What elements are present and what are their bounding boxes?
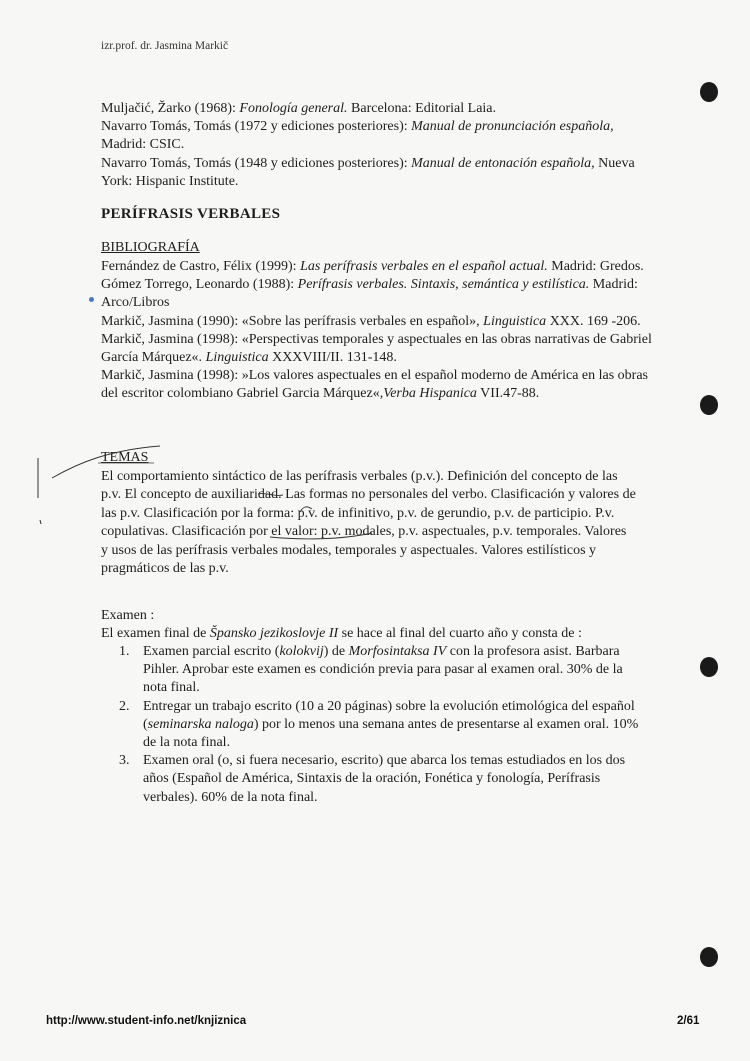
page-header: izr.prof. dr. Jasmina Markič	[101, 40, 229, 52]
reference-entry: Navarro Tomás, Tomás (1972 y ediciones posteriores): Manual de pronunciación española, Madrid: CSIC.	[101, 119, 614, 153]
temas-paragraph: El comportamiento sintáctico de las perífrasis verbales (p.v.). Definición del concepto de las p.v. El concepto de auxiliaridad. Las formas no personales del verbo. Clasificación y valores de las p.v. Clasificación por la forma: p.v. de infinitivo, p.v. de gerundio, p.v. de participio. P.v. copulativas. Clasificación por el valor: p.v. modales, p.v. aspectuales, p.v. temporales. Valores y usos de las perífrasis verbales modales, temporales y aspectuales. Valores estilísticos y pragmáticos de las p.v.	[101, 469, 636, 577]
reference-entry: Navarro Tomás, Tomás (1948 y ediciones posteriores): Manual de entonación española, Nueva York: Hispanic Institute.	[101, 155, 635, 189]
list-item: 3. Examen oral (o, si fuera necesario, escrito) que abarca los temas estudiados en los dos años (Español de América, Sintaxis de la oración, Fonética y fonología, Perífrasis verbales). 60% de la nota final.	[119, 753, 626, 805]
bibliography-entry: Markič, Jasmina (1998): «Perspectivas temporales y aspectuales en las obras narrativas de Gabriel García Márquez«. Linguistica XXXVIII/II. 131-148.	[101, 331, 652, 366]
page-number: 2/61	[677, 1015, 700, 1027]
exam-heading: Examen :	[101, 608, 155, 623]
bibliography-entry: Markič, Jasmina (1998): »Los valores aspectuales en el español moderno de América en las obras del escritor colombiano Gabriel Garcia Márquez«,Verba Hispanica VII.47-88.	[101, 368, 648, 402]
bibliography-entry: Fernández de Castro, Félix (1999): Las perífrasis verbales en el español actual. Madrid: Gredos.	[101, 259, 644, 274]
bibliography-entry: Markič, Jasmina (1990): «Sobre las perífrasis verbales en español», Linguistica XXX. 169 -206.	[101, 313, 641, 329]
bibliography-entry: Gómez Torrego, Leonardo (1988): Perífrasis verbales. Sintaxis, semántica y estilística. Madrid: Arco/Libros	[101, 277, 638, 311]
footer-url: http://www.student-info.net/knjiznica	[46, 1015, 247, 1027]
list-item: 1. Examen parcial escrito (kolokvij) de Morfosintaksa IV con la profesora asist. Barbara Pihler. Aprobar este examen es condición previa para pasar al examen oral. 30% de la nota final.	[119, 644, 623, 696]
section-title: PERÍFRASIS VERBALES	[101, 206, 281, 222]
exam-intro: El examen final de Špansko jezikoslovje II se hace al final del cuarto año y consta de :	[101, 626, 582, 641]
bibliography-heading: BIBLIOGRAFÍA	[101, 240, 200, 255]
temas-heading: TEMAS	[101, 450, 149, 465]
reference-entry: Muljačić, Žarko (1968): Fonología general. Barcelona: Editorial Laia.	[101, 101, 497, 116]
list-item: 2. Entregar un trabajo escrito (10 a 20 páginas) sobre la evolución etimológica del español (seminarska naloga) por lo menos una semana antes de presentarse al examen oral. 10% de la nota final.	[119, 698, 639, 751]
